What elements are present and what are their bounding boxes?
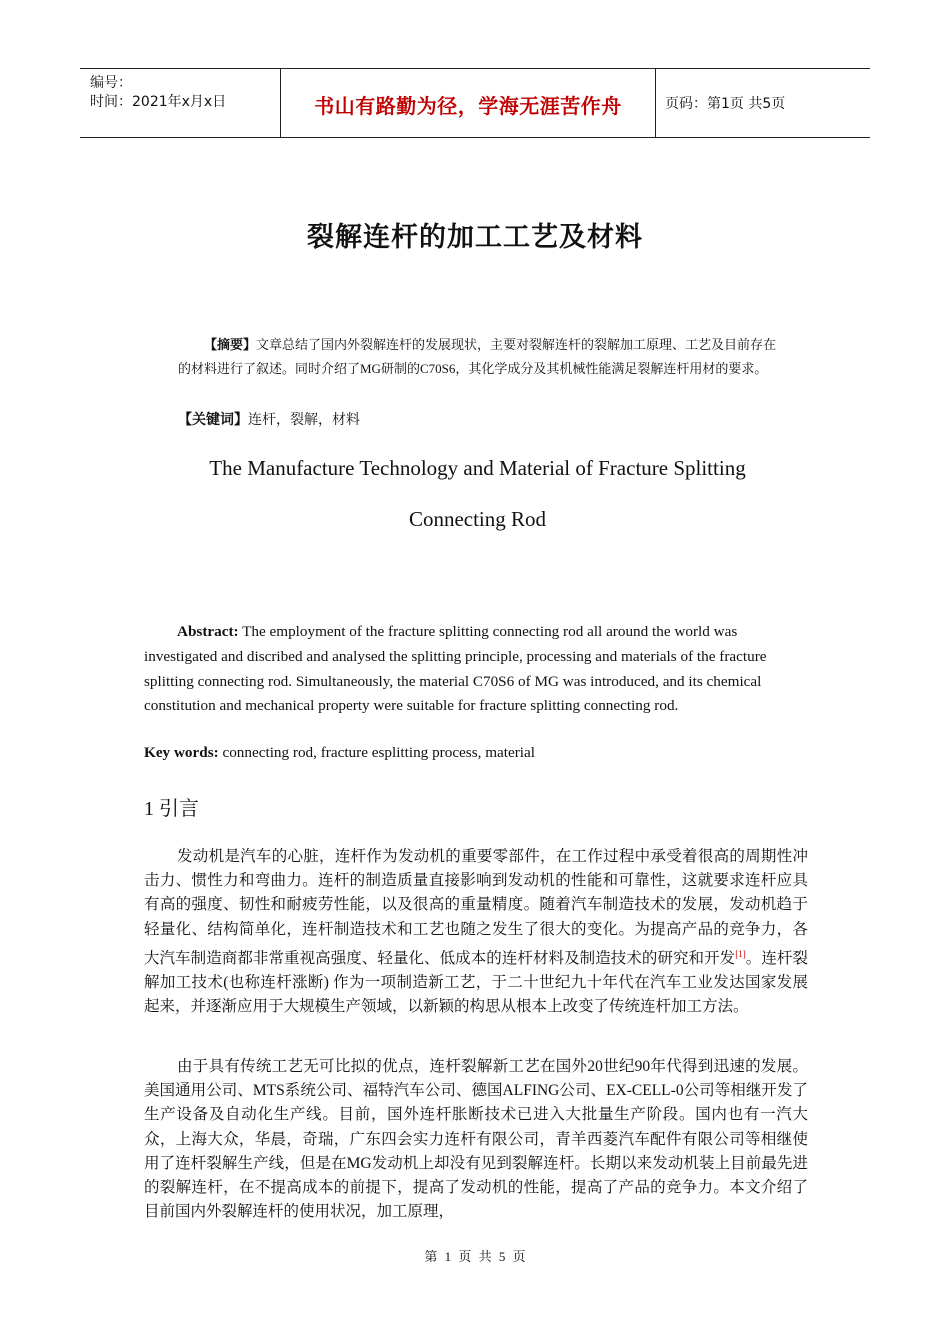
page-info: 页码：第1页 共5页 (665, 96, 786, 112)
english-title-line1: The Manufacture Technology and Material of Fracture Splitting (209, 456, 746, 480)
header-table (80, 68, 870, 138)
motto: 书山有路勤为径，学海无涯苦作舟 (314, 94, 622, 118)
abstract-cn (178, 334, 778, 380)
keywords-cn-label: 【关键词】 (178, 412, 248, 428)
paragraph-1-text-a: 发动机是汽车的心脏，连杆作为发动机的重要零部件，在工作过程中承受着很高的周期性冲击力、惯性力和弯曲力。连杆的制造质量直接影响到发动机的性能和可靠性，这就要求连杆应具有高的强度、韧性和耐疲劳性能，以及很高的重量精度。随着汽车制造技术的发展，发动机趋于轻量化、结构简单化，连杆制造技术和工艺也随之发生了很大的变化。为提高产品的竞争力，各大汽车制造商都非常重视高强度、轻量化、低成本的连杆材料及制造技术的研究和开发 (144, 848, 808, 967)
paragraph-2: 由于具有传统工艺无可比拟的优点，连杆裂解新工艺在国外20世纪90年代得到迅速的发展。美国通用公司、MTS系统公司、福特汽车公司、德国ALFING公司、EX-CELL-0公司等相继开发了生产设备及自动化生产线。目前，国外连杆胀断技术已进入大批量生产阶段。国内也有一汽大众，上海大众，华晨，奇瑞，广东四会实力连杆有限公司，青羊西菱汽车配件有限公司等相继使用了连杆裂解生产线，但是在MG发动机上却没有见到裂解连杆。长期以来发动机装上目前最先进的裂解连杆，在不提高成本的前提下，提高了发动机的性能，提高了产品的竞争力。本文介绍了目前国内外裂解连杆的使用状况，加工原理， (144, 1058, 808, 1221)
date-label: 时间：2021年x月x日 (90, 94, 227, 110)
english-title-line2: Connecting Rod (408, 507, 547, 531)
citation-ref[interactable]: [1] (735, 948, 746, 959)
keywords-en-label: Key words: (144, 744, 219, 761)
header-page-cell (655, 69, 870, 137)
header-info-cell (80, 69, 280, 137)
abstract-en-text: The employment of the fracture splitting connecting rod all around the world was investigated and discribed and analysed the splitting principle, processing and materials of the fracture splitting connecting rod. Simultaneously, the material C70S6 of MG was introduced, and its chemical constitution and mechanical property were suitable for fracture splitting connecting rod. (144, 623, 767, 715)
serial-label: 编号： (90, 75, 132, 91)
abstract-en-label: Abstract: (177, 623, 239, 640)
document-title: 裂解连杆的加工工艺及材料 (307, 222, 643, 253)
keywords-en-text: connecting rod, fracture esplitting process, material (218, 744, 535, 761)
paragraph-1-text-b: 。连杆裂解加工技术(也称连杆涨断) 作为一项制造新工艺，于二十世纪九十年代在汽车工业发达国家发展起来，并逐渐应用于大规模生产领域，以新颖的构思从根本上改变了传统连杆加工方法。 (144, 949, 808, 1016)
abstract-cn-text: 文章总结了国内外裂解连杆的发展现状，主要对裂解连杆的裂解加工原理、工艺及目前存在的材料进行了叙述。同时介绍了MG研制的C70S6，其化学成分及其机械性能满足裂解连杆用材的要求。 (178, 337, 777, 376)
abstract-cn-label: 【摘要】 (204, 338, 257, 353)
header-motto-cell (280, 69, 656, 137)
abstract-en (144, 620, 804, 719)
keywords-cn (178, 409, 360, 429)
paragraph-1 (144, 845, 808, 1020)
section-heading: 1 引言 (144, 798, 199, 820)
keywords-cn-text: 连杆，裂解，材料 (248, 412, 360, 428)
keywords-en (144, 744, 535, 762)
page-footer: 第 1 页 共 5 页 (424, 1249, 526, 1264)
